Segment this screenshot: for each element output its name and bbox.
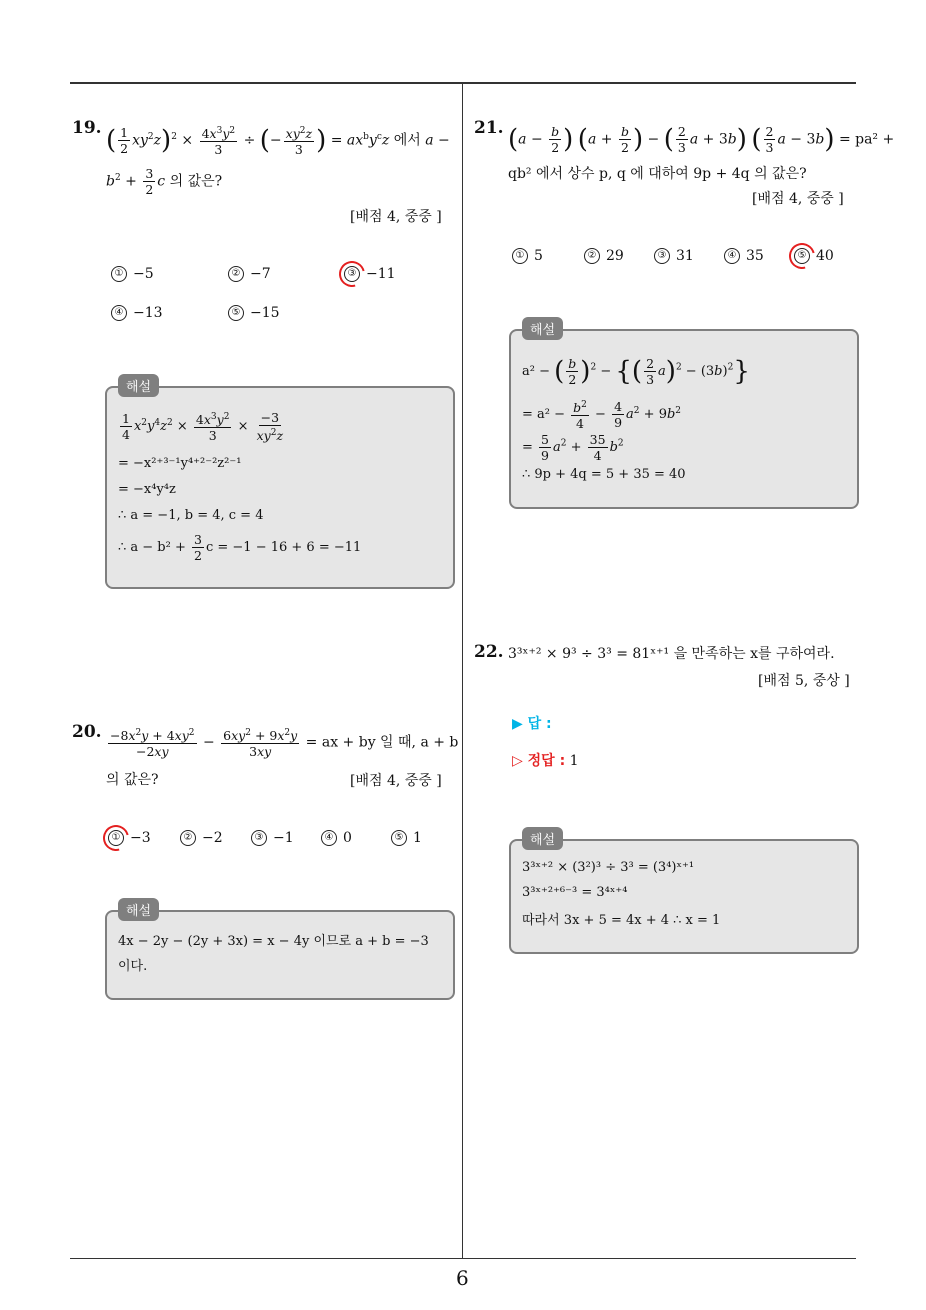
correct-answer-row xyxy=(512,751,579,771)
question-20-score: [배점 4, 중중 ] xyxy=(350,773,442,789)
circled-three-icon: ③ xyxy=(344,266,360,282)
q20-choice-2[interactable]: ② −2 xyxy=(180,830,223,846)
q22-exp-line-1: 3³ˣ⁺²⁺⁶⁻³ = 3⁴ˣ⁺⁴ xyxy=(522,885,628,900)
question-19-text-a: 에서 xyxy=(393,132,421,149)
q19-choice-3[interactable]: ③ −11 xyxy=(344,266,396,282)
q21-exp-line-2: = $\frac{5}{9}$ $a^2$ + $\frac{35}{4}$ $b^2$ xyxy=(522,432,624,463)
question-21-score: [배점 4, 중중 ] xyxy=(752,191,844,207)
circled-two-icon: ② xyxy=(584,248,600,264)
q20-explanation-tag: 해설 xyxy=(118,898,159,921)
circled-two-icon: ② xyxy=(180,830,196,846)
q20-exp-line-0: 4x − 2y − (2y + 3x) = x − 4y 이므로 a + b = −3 xyxy=(118,934,429,949)
question-20-text-a: = ax + by 일 때, a + b xyxy=(305,734,459,751)
q22-exp-line-2: 따라서 3x + 5 = 4x + 4 ∴ x = 1 xyxy=(522,913,721,928)
circled-one-icon: ① xyxy=(512,248,528,264)
question-21-text-a: = pa² + xyxy=(838,131,895,148)
page-number: 6 xyxy=(456,1266,469,1290)
q21-choice-5[interactable]: ⑤ 40 xyxy=(794,248,834,264)
circled-four-icon: ④ xyxy=(111,305,127,321)
q19-exp-line-1: = −x²⁺³⁻¹y⁴⁺²⁻²z²⁻¹ xyxy=(118,456,242,471)
q19-exp-line-2: = −x⁴y⁴z xyxy=(118,482,176,497)
circled-three-icon: ③ xyxy=(251,830,267,846)
q20-choice-4[interactable]: ④ 0 xyxy=(321,830,352,846)
q20-explanation-box xyxy=(105,910,455,1000)
question-22-text: 3³ˣ⁺² × 9³ ÷ 3³ = 81ˣ⁺¹ 을 만족하는 x를 구하여라. xyxy=(508,646,835,662)
correct-value: 1 xyxy=(569,753,579,769)
bottom-rule xyxy=(70,1258,856,1259)
answer-mark-icon xyxy=(98,820,134,856)
q21-explanation-tag: 해설 xyxy=(522,317,563,340)
question-19-score: [배점 4, 중중 ] xyxy=(350,209,442,225)
circled-five-icon: ⑤ xyxy=(391,830,407,846)
q20-choice-5[interactable]: ⑤ 1 xyxy=(391,830,422,846)
circled-four-icon: ④ xyxy=(321,830,337,846)
q19-exp-line-0: $\frac{1}{4}$ $x^2y^4z^2$ × $\frac{4x^3y^2}{3}$ × $\frac{-3}{xy^2z}$ xyxy=(122,410,284,444)
column-divider xyxy=(462,84,463,1259)
question-21-number: 21. xyxy=(474,118,504,138)
question-19-formula: ( $\frac{1}{2}$ $xy^2z)^2$ × $\frac{4x^3y^2}{3}$ ÷ (− $\frac{xy^2z}{3}$ ) = $ax^by^cz$ 에서 a − xyxy=(106,125,450,158)
circled-three-icon: ③ xyxy=(654,248,670,264)
q21-exp-line-0: a² − ( $\frac{b}{2}$ )$^2$ − {( $\frac{2}{3}$ $a)^2 - (3b)^2$} xyxy=(522,356,750,387)
q19-choice-4[interactable]: ④ −13 xyxy=(111,305,163,321)
question-20-formula: $\frac{-8x^2y + 4xy^2}{-2xy}$ − $\frac{6xy^2 + 9x^2y}{3xy}$ = ax + by 일 때, a + b xyxy=(110,728,459,760)
q21-choice-4[interactable]: ④ 35 xyxy=(724,248,764,264)
circled-five-icon: ⑤ xyxy=(228,305,244,321)
q21-choice-3[interactable]: ③ 31 xyxy=(654,248,694,264)
q19-choice-1[interactable]: ① −5 xyxy=(111,266,154,282)
question-21-text-b: qb² 에서 상수 p, q 에 대하여 9p + 4q 의 값은? xyxy=(508,166,807,182)
q22-explanation-tag: 해설 xyxy=(522,827,563,850)
question-19-formula-2: $b^2$ + $\frac{3}{2}$ c 의 값은? xyxy=(106,166,223,197)
circled-five-icon: ⑤ xyxy=(794,248,810,264)
question-20-number: 20. xyxy=(72,722,102,742)
answer-mark-icon xyxy=(784,238,820,274)
circled-one-icon: ① xyxy=(108,830,124,846)
answer-label: ▶ 답 : xyxy=(512,716,552,732)
circled-one-icon: ① xyxy=(111,266,127,282)
q21-exp-line-3: ∴ 9p + 4q = 5 + 35 = 40 xyxy=(522,467,686,482)
q19-explanation-tag: 해설 xyxy=(118,374,159,397)
q19-exp-line-4: ∴ a − b² + $\frac{3}{2}$ c = −1 − 16 + 6 = −11 xyxy=(118,532,362,563)
question-19-number: 19. xyxy=(72,118,102,138)
q20-choice-3[interactable]: ③ −1 xyxy=(251,830,294,846)
question-21-formula: (a − $\frac{b}{2}$ ) (a + $\frac{b}{2}$ ) − ( $\frac{2}{3}$ a + 3b) ( $\frac{2}{3}$ a − 3b) = pa² + xyxy=(508,124,895,155)
q19-exp-line-3: ∴ a = −1, b = 4, c = 4 xyxy=(118,508,264,523)
q21-choice-2[interactable]: ② 29 xyxy=(584,248,624,264)
question-22-score: [배점 5, 중상 ] xyxy=(758,673,850,689)
top-rule xyxy=(70,82,856,84)
circled-two-icon: ② xyxy=(228,266,244,282)
question-22-number: 22. xyxy=(474,642,504,662)
q21-choice-1[interactable]: ① 5 xyxy=(512,248,543,264)
question-20-text-b: 의 값은? xyxy=(106,772,159,788)
q19-choice-2[interactable]: ② −7 xyxy=(228,266,271,282)
q20-exp-line-1: 이다. xyxy=(118,959,148,974)
answer-mark-icon xyxy=(334,256,370,292)
q21-exp-line-1: = a² − $\frac{b^2}{4}$ − $\frac{4}{9}$ $a^2 + 9b^2$ xyxy=(522,399,682,432)
q22-exp-line-0: 3³ˣ⁺² × (3²)³ ÷ 3³ = (3⁴)ˣ⁺¹ xyxy=(522,860,695,875)
correct-label: ▷ 정답 : xyxy=(512,753,566,769)
circled-four-icon: ④ xyxy=(724,248,740,264)
q19-choice-5[interactable]: ⑤ −15 xyxy=(228,305,280,321)
question-19-text-b: 의 값은? xyxy=(169,173,223,190)
q20-choice-1[interactable]: ① −3 xyxy=(108,830,151,846)
